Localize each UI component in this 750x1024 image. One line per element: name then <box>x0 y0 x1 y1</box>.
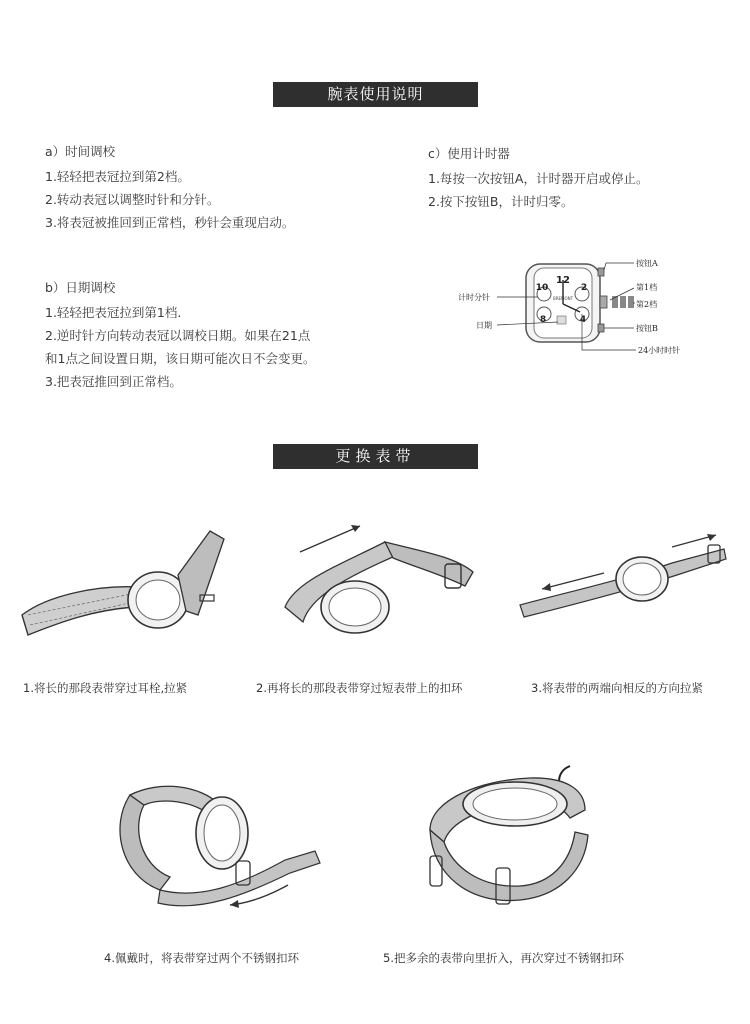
section-a-step-3: 3.将表冠被推回到正常档，秒针会重现启动。 <box>45 215 295 230</box>
strap-step-3-illustration <box>512 525 737 625</box>
dial-numeral-10: 10 <box>535 283 549 293</box>
label-chrono-minute: 计时分针 <box>458 293 490 302</box>
section-chronograph <box>428 142 648 213</box>
section-b-step-4: 3.把表冠推回到正常档。 <box>45 374 182 389</box>
strap-step-2-caption: 2.再将长的那段表带穿过短表带上的扣环 <box>256 681 463 695</box>
arrow-icon <box>300 526 360 552</box>
section-a-heading: a）时间调校 <box>45 144 116 159</box>
section-date-setting <box>45 276 315 393</box>
strap-step-2-illustration <box>275 512 485 642</box>
strap-title-banner: 更换表带 <box>273 444 478 469</box>
section-c-heading: c）使用计时器 <box>428 146 510 161</box>
section-b-step-2: 2.逆时针方向转动表冠以调校日期。如果在21点 <box>45 328 311 343</box>
strap-step-4-caption: 4.佩戴时，将表带穿过两个不锈钢扣环 <box>104 951 299 965</box>
label-button-b: 按钮B <box>636 324 658 333</box>
dial-numeral-2: 2 <box>580 283 588 293</box>
dial-numeral-8: 8 <box>539 315 547 325</box>
strap-step-1-illustration <box>18 515 230 645</box>
chronograph-diagram <box>450 250 710 365</box>
section-b-heading: b）日期调校 <box>45 280 116 295</box>
strap-step-3-caption: 3.将表带的两端向相反的方向拉紧 <box>531 681 703 695</box>
watch-case-icon <box>526 264 634 342</box>
dial-numeral-12: 12 <box>556 275 570 286</box>
label-position-2: 第2档 <box>636 300 658 309</box>
manual-title-banner: 腕表使用说明 <box>273 82 478 107</box>
label-24h-hand: 24小时时针 <box>638 346 681 355</box>
dial-brand: BREMONT <box>552 296 574 301</box>
strap-step-5-caption: 5.把多余的表带向里折入，再次穿过不锈钢扣环 <box>383 951 624 965</box>
section-b-step-3: 和1点之间设置日期，该日期可能次日不会变更。 <box>45 351 316 366</box>
section-a-step-1: 1.轻轻把表冠拉到第2档。 <box>45 169 190 184</box>
label-position-1: 第1档 <box>636 283 658 292</box>
section-c-step-1: 1.每按一次按钮A，计时器开启或停止。 <box>428 171 649 186</box>
strap-step-4-illustration <box>100 765 330 915</box>
section-b-step-1: 1.轻轻把表冠拉到第1档. <box>45 305 182 320</box>
section-a-step-2: 2.转动表冠以调整时针和分针。 <box>45 192 220 207</box>
dial-numeral-4: 4 <box>579 315 587 325</box>
section-time-setting <box>45 140 294 234</box>
section-c-step-2: 2.按下按钮B，计时归零。 <box>428 194 574 209</box>
strap-step-1-caption: 1.将长的那段表带穿过耳栓,拉紧 <box>23 681 188 695</box>
label-button-a: 按钮A <box>636 259 658 268</box>
label-date: 日期 <box>476 321 492 330</box>
strap-step-5-illustration <box>410 760 635 920</box>
